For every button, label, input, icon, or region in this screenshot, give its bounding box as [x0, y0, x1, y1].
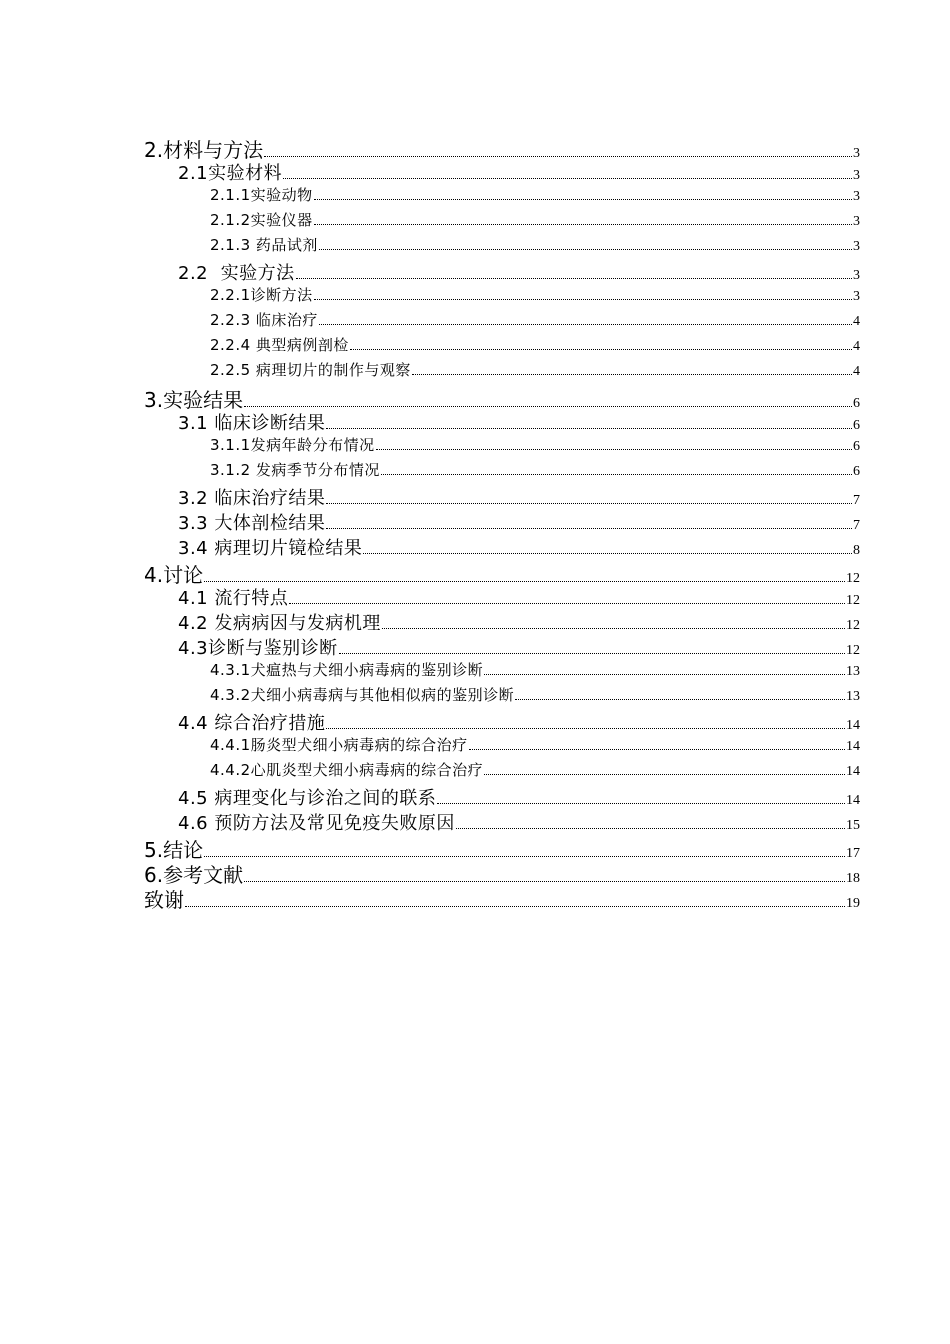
- toc-page: 13: [846, 664, 860, 679]
- toc-leader: [326, 503, 852, 504]
- toc-leader: [437, 803, 845, 804]
- toc-leader: [363, 553, 852, 554]
- toc-page: 12: [846, 618, 860, 633]
- toc-title: 2.2.1诊断方法: [210, 286, 313, 304]
- toc-entry[interactable]: [144, 659, 860, 684]
- toc-leader: [326, 728, 845, 729]
- toc-page: 15: [846, 818, 860, 833]
- toc-page: 6: [853, 439, 860, 454]
- toc-entry[interactable]: [144, 484, 860, 509]
- table-of-contents: [144, 134, 860, 912]
- toc-leader: [244, 406, 852, 407]
- toc-entry[interactable]: [144, 534, 860, 559]
- toc-title: 2.2.5 病理切片的制作与观察: [210, 361, 411, 379]
- toc-title: 2.材料与方法: [144, 138, 264, 162]
- toc-entry[interactable]: [144, 634, 860, 659]
- toc-page: 3: [853, 214, 860, 229]
- toc-leader: [350, 349, 852, 350]
- toc-title: 3.1 临床诊断结果: [178, 413, 326, 434]
- toc-entry[interactable]: [144, 234, 860, 259]
- toc-entry[interactable]: [144, 334, 860, 359]
- toc-entry[interactable]: [144, 409, 860, 434]
- toc-title: 6.参考文献: [144, 863, 244, 887]
- toc-entry[interactable]: [144, 809, 860, 834]
- toc-page: 12: [846, 593, 860, 608]
- toc-page: 14: [846, 739, 860, 754]
- toc-title: 2.1.1实验动物: [210, 186, 313, 204]
- toc-entry[interactable]: [144, 584, 860, 609]
- toc-leader: [319, 249, 852, 250]
- toc-leader: [381, 474, 852, 475]
- toc-page: 4: [853, 339, 860, 354]
- toc-page: 18: [846, 871, 860, 886]
- toc-page: 14: [846, 718, 860, 733]
- toc-title: 2.2 实验方法: [178, 263, 295, 284]
- toc-title: 3.2 临床治疗结果: [178, 488, 326, 509]
- toc-page: 12: [846, 571, 860, 586]
- toc-leader: [469, 749, 845, 750]
- toc-title: 4.4 综合治疗措施: [178, 713, 326, 734]
- toc-title: 4.3诊断与鉴别诊断: [178, 638, 338, 659]
- toc-title: 2.1.3 药品试剂: [210, 236, 318, 254]
- toc-title: 3.1.2 发病季节分布情况: [210, 461, 380, 479]
- toc-page: 3: [853, 189, 860, 204]
- toc-title: 2.1实验材料: [178, 163, 283, 184]
- toc-entry[interactable]: [144, 609, 860, 634]
- toc-entry[interactable]: [144, 709, 860, 734]
- toc-page: 4: [853, 314, 860, 329]
- toc-page: 3: [853, 168, 860, 183]
- toc-leader: [264, 156, 852, 157]
- toc-entry[interactable]: [144, 309, 860, 334]
- toc-title: 4.3.2犬细小病毒病与其他相似病的鉴别诊断: [210, 686, 515, 704]
- toc-title: 2.2.3 临床治疗: [210, 311, 318, 329]
- toc-page: 7: [853, 518, 860, 533]
- toc-entry[interactable]: [144, 734, 860, 759]
- toc-leader: [484, 674, 845, 675]
- toc-entry[interactable]: [144, 884, 860, 912]
- toc-leader: [289, 603, 845, 604]
- toc-title: 4.讨论: [144, 563, 204, 587]
- toc-page: 19: [846, 896, 860, 911]
- toc-title: 3.3 大体剖检结果: [178, 513, 326, 534]
- toc-page: 14: [846, 764, 860, 779]
- toc-leader: [382, 628, 845, 629]
- toc-leader: [339, 653, 845, 654]
- toc-page: 6: [853, 464, 860, 479]
- toc-title: 3.1.1发病年龄分布情况: [210, 436, 375, 454]
- toc-title: 4.2 发病病因与发病机理: [178, 613, 381, 634]
- toc-title: 4.4.2心肌炎型犬细小病毒病的综合治疗: [210, 761, 484, 779]
- toc-entry[interactable]: [144, 159, 860, 184]
- toc-leader: [314, 299, 852, 300]
- toc-page: 3: [853, 239, 860, 254]
- toc-entry[interactable]: [144, 684, 860, 709]
- toc-leader: [515, 699, 845, 700]
- toc-leader: [319, 324, 852, 325]
- toc-entry[interactable]: [144, 459, 860, 484]
- toc-leader: [185, 906, 845, 907]
- toc-title: 4.4.1肠炎型犬细小病毒病的综合治疗: [210, 736, 468, 754]
- toc-title: 4.1 流行特点: [178, 588, 289, 609]
- toc-entry[interactable]: [144, 359, 860, 384]
- toc-title: 3.4 病理切片镜检结果: [178, 538, 363, 559]
- toc-page: 3: [853, 146, 860, 161]
- toc-entry[interactable]: [144, 284, 860, 309]
- toc-leader: [326, 428, 852, 429]
- toc-entry[interactable]: [144, 259, 860, 284]
- toc-leader: [283, 178, 852, 179]
- toc-title: 4.5 病理变化与诊治之间的联系: [178, 788, 437, 809]
- toc-entry[interactable]: [144, 759, 860, 784]
- toc-title: 4.6 预防方法及常见免疫失败原因: [178, 813, 455, 834]
- toc-leader: [412, 374, 852, 375]
- toc-entry[interactable]: [144, 509, 860, 534]
- toc-entry[interactable]: [144, 834, 860, 862]
- toc-leader: [296, 278, 852, 279]
- toc-entry[interactable]: [144, 859, 860, 887]
- toc-leader: [204, 581, 845, 582]
- toc-leader: [204, 856, 845, 857]
- toc-entry[interactable]: [144, 209, 860, 234]
- toc-page: 17: [846, 846, 860, 861]
- toc-page: 3: [853, 289, 860, 304]
- toc-leader: [326, 528, 852, 529]
- toc-entry[interactable]: [144, 384, 860, 412]
- toc-page: 3: [853, 268, 860, 283]
- toc-leader: [484, 774, 845, 775]
- toc-title: 5.结论: [144, 838, 204, 862]
- toc-entry[interactable]: [144, 784, 860, 809]
- toc-entry[interactable]: [144, 559, 860, 587]
- toc-entry[interactable]: [144, 184, 860, 209]
- toc-page: 6: [853, 418, 860, 433]
- toc-entry[interactable]: [144, 134, 860, 162]
- toc-title: 4.3.1犬瘟热与犬细小病毒病的鉴别诊断: [210, 661, 484, 679]
- toc-title: 3.实验结果: [144, 388, 244, 412]
- toc-leader: [314, 224, 852, 225]
- toc-leader: [376, 449, 852, 450]
- toc-leader: [244, 881, 845, 882]
- toc-page: 6: [853, 396, 860, 411]
- toc-page: 4: [853, 364, 860, 379]
- toc-page: 12: [846, 643, 860, 658]
- toc-entry[interactable]: [144, 434, 860, 459]
- toc-title: 2.2.4 典型病例剖检: [210, 336, 349, 354]
- toc-page: 13: [846, 689, 860, 704]
- toc-page: 8: [853, 543, 860, 558]
- toc-page: 7: [853, 493, 860, 508]
- toc-leader: [314, 199, 852, 200]
- toc-page: 14: [846, 793, 860, 808]
- toc-leader: [456, 828, 845, 829]
- toc-title: 致谢: [144, 888, 184, 912]
- toc-title: 2.1.2实验仪器: [210, 211, 313, 229]
